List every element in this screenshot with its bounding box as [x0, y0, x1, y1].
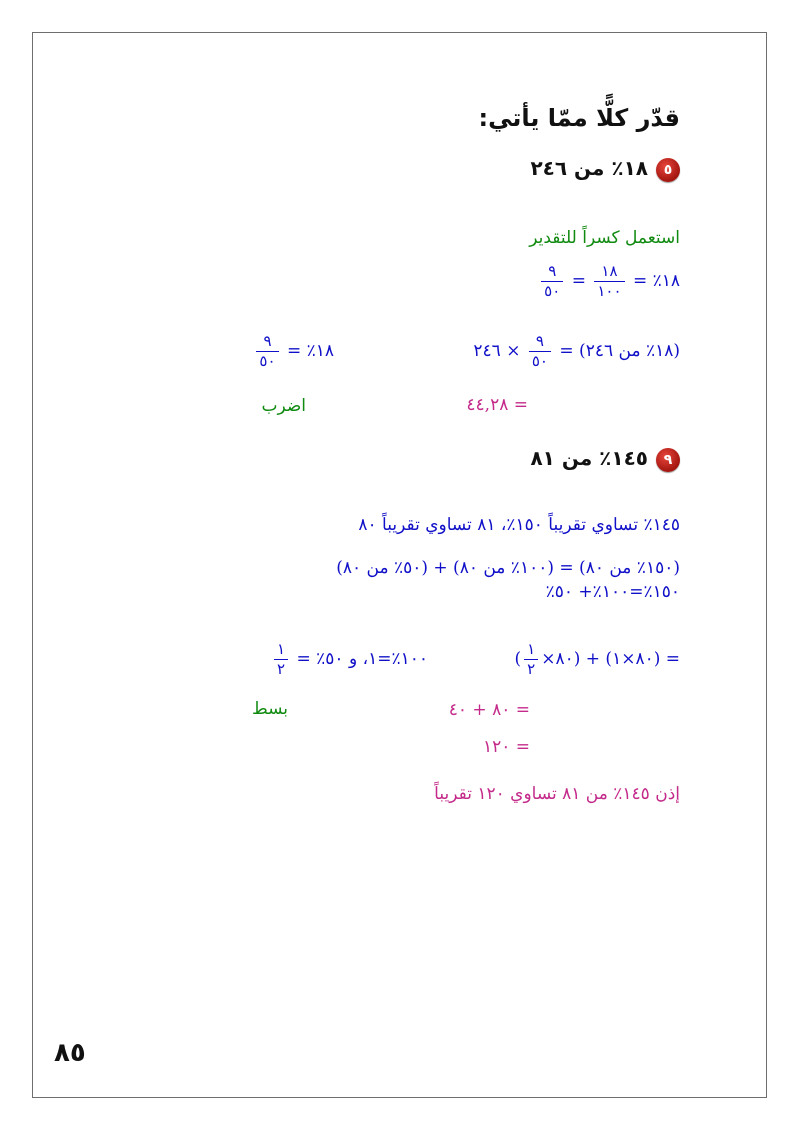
exercise-9-step-b: = ٨٠ + ٤٠ — [448, 700, 530, 720]
exercise-5-statement: ١٨٪ من ٢٤٦ — [530, 156, 648, 180]
fraction-numerator: ١ — [277, 640, 286, 658]
exercise-5-step-1 — [538, 262, 680, 301]
exercise-9-sum: ١٥٠٪=١٠٠٪+ ٥٠٪ — [545, 582, 680, 602]
fraction-1-2 — [524, 640, 538, 679]
exercise-9-approx: ١٤٥٪ تساوي تقريباً ١٥٠٪، ٨١ تساوي تقريباً ٨٠ — [358, 515, 680, 535]
section-title: قدّر كلًّا ممّا يأتي: — [478, 104, 680, 132]
equals-sign: = — [632, 271, 648, 291]
exercise-9-step-a — [515, 640, 680, 679]
exercise-5-step-3 — [466, 395, 528, 415]
fraction-denominator: ٥٠ — [256, 351, 278, 371]
fraction-denominator: ٢ — [274, 659, 288, 679]
page-number: ٨٥ — [54, 1038, 86, 1068]
exercise-5-hint: استعمل كسراً للتقدير — [529, 228, 680, 248]
exercise-9-step-c: = ١٢٠ — [482, 737, 530, 757]
fraction-denominator: ٥٠ — [541, 281, 563, 301]
closing-paren: ) — [514, 649, 522, 669]
fraction-denominator: ٢ — [524, 659, 538, 679]
fraction-numerator: ١ — [527, 640, 536, 658]
exercise-5-step-3-note: اضرب — [261, 396, 306, 416]
equals-sign: = — [286, 341, 302, 361]
equals-sign: = — [559, 341, 574, 361]
percent-value: ١٨٪ — [306, 341, 334, 361]
fraction-denominator: ٥٠ — [529, 351, 551, 371]
step-lhs: (١٨٪ من ٢٤٦) — [579, 341, 680, 361]
equals-sign: = — [571, 271, 586, 291]
fraction-9-50 — [541, 262, 563, 301]
exercise-9-side-note — [271, 640, 428, 679]
fraction-numerator: ٩ — [548, 262, 557, 280]
step-lhs: = (٨٠×١) + (٨٠× — [541, 649, 680, 669]
exercise-9-conclusion: إذن ١٤٥٪ من ٨١ تساوي ١٢٠ تقريباً — [434, 784, 680, 804]
fraction-numerator: ٩ — [263, 332, 272, 350]
exercise-9-step-b-note: بسط — [251, 699, 288, 719]
fraction-denominator: ١٠٠ — [594, 281, 624, 301]
fraction-numerator: ٩ — [535, 332, 544, 350]
fraction-9-50 — [256, 332, 278, 371]
exercise-5-step-2 — [473, 332, 680, 371]
fraction-1-2 — [274, 640, 288, 679]
step-rhs: × ٢٤٦ — [473, 341, 521, 361]
fraction-numerator: ١٨ — [601, 262, 618, 280]
exercise-5-heading — [530, 156, 680, 182]
exercise-9-heading — [530, 446, 680, 472]
exercise-number-badge: ٩ — [656, 448, 680, 472]
fraction-18-100 — [594, 262, 624, 301]
exercise-9-statement: ١٤٥٪ من ٨١ — [530, 446, 648, 470]
exercise-9-expand: (١٥٠٪ من ٨٠) = (١٠٠٪ من ٨٠) + (٥٠٪ من ٨٠) — [336, 558, 680, 578]
result-value: ٤٤,٢٨ — [466, 395, 509, 415]
fraction-9-50 — [529, 332, 551, 371]
percent-value: ١٨٪ — [652, 271, 680, 291]
exercise-number-badge: ٥ — [656, 158, 680, 182]
exercise-5-side-note — [253, 332, 334, 371]
equals-sign: = — [513, 395, 528, 415]
side-note-text: ١٠٠٪=١، و ٥٠٪ = — [296, 649, 428, 669]
